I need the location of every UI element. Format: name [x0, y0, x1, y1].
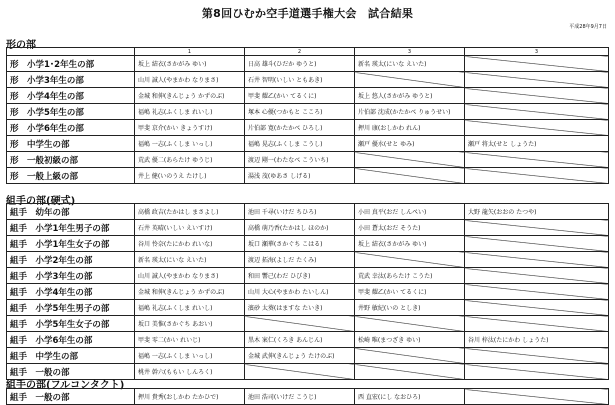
place-cell: 新名 瑛太(にいな えいた)	[135, 252, 245, 268]
category-cell: 組手 幼年の部	[7, 204, 135, 220]
place-cell: 福嶋 晃志(ふくしま こうし)	[245, 136, 355, 152]
place-cell: 黒木 案仁(くろき あんじん)	[245, 332, 355, 348]
place-cell	[465, 389, 609, 405]
table-row	[7, 252, 609, 268]
page-date: 平成28年9月7日	[569, 24, 607, 30]
place-cell: 池田 千尋(いけだ ちひろ)	[245, 204, 355, 220]
table-row	[7, 104, 609, 120]
column-header: 1	[135, 48, 245, 56]
table-row	[7, 220, 609, 236]
table-row	[7, 204, 609, 220]
place-cell: 押川 康(おしかわ れん)	[355, 120, 465, 136]
table-row	[7, 284, 609, 300]
place-cell	[465, 348, 609, 364]
place-cell	[355, 168, 465, 184]
place-cell	[465, 284, 609, 300]
place-cell: 池田 浩司(いけだ こうじ)	[245, 389, 355, 405]
place-cell: 高橋 政吉(たかはし まさよし)	[135, 204, 245, 220]
table-row	[7, 332, 609, 348]
place-cell: 小田 蒼太(おだ そうた)	[355, 220, 465, 236]
category-cell: 組手 小学5年生女子の部	[7, 316, 135, 332]
place-cell: 松崎 唯(まつざき ゆい)	[355, 332, 465, 348]
category-cell: 形 小学1･2年生の部	[7, 56, 135, 72]
place-cell: 谷川 怜奈(たにかわ れいな)	[135, 236, 245, 252]
table-row	[7, 316, 609, 332]
place-cell: 谷川 梓汰(たにかわ しょうた)	[465, 332, 609, 348]
place-cell: 甲斐 京介(かい きょうすけ)	[135, 120, 245, 136]
place-cell: 坂上 結衣(さかがみ ゆい)	[355, 236, 465, 252]
place-cell	[465, 300, 609, 316]
place-cell: 渡辺 剛一(わたなべ こういち)	[245, 152, 355, 168]
results-table	[6, 203, 609, 380]
place-cell: 湯浅 茂(ゆあさ しげる)	[245, 168, 355, 184]
section-title: 形の部	[6, 40, 36, 51]
place-cell	[465, 252, 609, 268]
category-cell: 形 小学6年生の部	[7, 120, 135, 136]
column-header: 3	[465, 48, 609, 56]
table-row	[7, 152, 609, 168]
place-cell	[355, 152, 465, 168]
table-row	[7, 136, 609, 152]
category-cell: 組手 一般の部	[7, 364, 135, 380]
place-cell: 山川 誠人(やまかわ なりまさ)	[135, 268, 245, 284]
place-cell: 渡辺 拓海(よしだ たくみ)	[245, 252, 355, 268]
place-cell	[465, 268, 609, 284]
place-cell: 日高 雄斗(ひだか ゆうと)	[245, 56, 355, 72]
category-cell: 組手 小学4年生の部	[7, 284, 135, 300]
table-row	[7, 348, 609, 364]
place-cell: 金城 和伸(きんじょう かずのぶ)	[135, 88, 245, 104]
place-cell: 瀬戸 優水(せと ゆみ)	[355, 136, 465, 152]
place-cell: 福嶋 礼志(ふくしま れいし)	[135, 300, 245, 316]
place-cell	[355, 348, 465, 364]
category-cell: 形 一般上級の部	[7, 168, 135, 184]
category-cell: 組手 小学5年生男子の部	[7, 300, 135, 316]
place-cell: 井野 敏紀(いの としき)	[355, 300, 465, 316]
table-row	[7, 389, 609, 405]
category-cell: 形 小学4年生の部	[7, 88, 135, 104]
place-cell: 甲斐 零二(かい れいじ)	[135, 332, 245, 348]
place-cell: 和田 響己(わだ ひびき)	[245, 268, 355, 284]
category-cell: 組手 中学生の部	[7, 348, 135, 364]
place-cell: 片伯部 寛(かたかべ ひろし)	[245, 120, 355, 136]
place-cell: 大野 龍矢(おおの たつや)	[465, 204, 609, 220]
place-cell	[465, 88, 609, 104]
place-cell	[245, 364, 355, 380]
place-cell: 石井 智明(いしい ともあき)	[245, 72, 355, 88]
place-cell: 坂上 結衣(さかがみ ゆい)	[135, 56, 245, 72]
place-cell: 福嶋 一志(ふくしま いっし)	[135, 136, 245, 152]
category-cell: 組手 一般の部	[7, 389, 135, 405]
place-cell: 押川 貴秀(おしかわ たかひで)	[135, 389, 245, 405]
column-header: 3	[355, 48, 465, 56]
table-row	[7, 268, 609, 284]
place-cell	[465, 236, 609, 252]
place-cell	[465, 364, 609, 380]
table-row	[7, 236, 609, 252]
table-row	[7, 88, 609, 104]
place-cell: 濱砂 太葵(はますな たいき)	[245, 300, 355, 316]
category-cell: 組手 小学1年生女子の部	[7, 236, 135, 252]
table-row	[7, 72, 609, 88]
place-cell: 福嶋 礼志(ふくしま れいし)	[135, 104, 245, 120]
place-cell: 甲斐 耀乙(かい てるくに)	[245, 88, 355, 104]
place-cell	[355, 364, 465, 380]
column-header: 2	[245, 48, 355, 56]
place-cell: 坂上 悠人(さかがみ ゆうと)	[355, 88, 465, 104]
place-cell	[465, 168, 609, 184]
header-row	[7, 48, 609, 56]
category-cell: 組手 小学1年生男子の部	[7, 220, 135, 236]
page-title: 第8回ひむか空手道選手権大会 試合結果	[201, 7, 414, 20]
place-cell: 塚本 心優(つかもと こころ)	[245, 104, 355, 120]
place-cell	[465, 220, 609, 236]
place-cell: 片伯部 沈成(かたかべ りゅうせい)	[355, 104, 465, 120]
place-cell	[465, 120, 609, 136]
place-cell	[465, 152, 609, 168]
place-cell	[465, 56, 609, 72]
section-title: 組手の部(フルコンタクト)	[6, 380, 125, 391]
category-cell: 形 一般初級の部	[7, 152, 135, 168]
place-cell: 坂口 美惟(さかぐち あおい)	[135, 316, 245, 332]
place-cell	[465, 104, 609, 120]
place-cell: 福嶋 一志(ふくしま いっし)	[135, 348, 245, 364]
place-cell: 小田 真平(おだ しんぺい)	[355, 204, 465, 220]
place-cell	[465, 72, 609, 88]
place-cell: 金城 武伸(きんじょう たけのぶ)	[245, 348, 355, 364]
category-cell: 組手 小学6年生の部	[7, 332, 135, 348]
category-cell: 組手 小学2年生の部	[7, 252, 135, 268]
category-cell: 組手 小学3年生の部	[7, 268, 135, 284]
place-cell: 荒武 幸汰(あらたけ こうた)	[355, 268, 465, 284]
table-row	[7, 300, 609, 316]
place-cell: 山川 誠人(やまかわ なりまさ)	[135, 72, 245, 88]
place-cell	[355, 72, 465, 88]
place-cell: 石井 英晴(いしい えいすけ)	[135, 220, 245, 236]
results-table	[6, 388, 609, 405]
place-cell: 山川 大心(やまかわ たいしん)	[245, 284, 355, 300]
results-table	[6, 47, 609, 184]
place-cell: 高橋 萌乃香(たかはし ほのか)	[245, 220, 355, 236]
table-row	[7, 168, 609, 184]
column-header	[7, 48, 135, 56]
place-cell: 新名 瑛太(にいな えいた)	[355, 56, 465, 72]
category-cell: 形 小学5年生の部	[7, 104, 135, 120]
table-row	[7, 56, 609, 72]
place-cell	[355, 316, 465, 332]
place-cell: 坂口 瀬華(さかぐち こはる)	[245, 236, 355, 252]
category-cell: 形 小学3年生の部	[7, 72, 135, 88]
table-row	[7, 120, 609, 136]
category-cell: 形 中学生の部	[7, 136, 135, 152]
place-cell: 金城 和伸(きんじょう かずのぶ)	[135, 284, 245, 300]
place-cell	[245, 316, 355, 332]
section-title: 組手の部(硬式)	[6, 196, 76, 207]
place-cell	[355, 252, 465, 268]
place-cell: 荒武 優二(あらたけ ゆうじ)	[135, 152, 245, 168]
place-cell: 瀬戸 将太(せと しょうた)	[465, 136, 609, 152]
place-cell: 井上 健(いのうえ たけし)	[135, 168, 245, 184]
place-cell: 西 直宏(にし なおひろ)	[355, 389, 465, 405]
place-cell: 桃井 幹六(ももい しんろく)	[135, 364, 245, 380]
place-cell	[465, 316, 609, 332]
place-cell: 甲斐 耀乙(かい てるくに)	[355, 284, 465, 300]
